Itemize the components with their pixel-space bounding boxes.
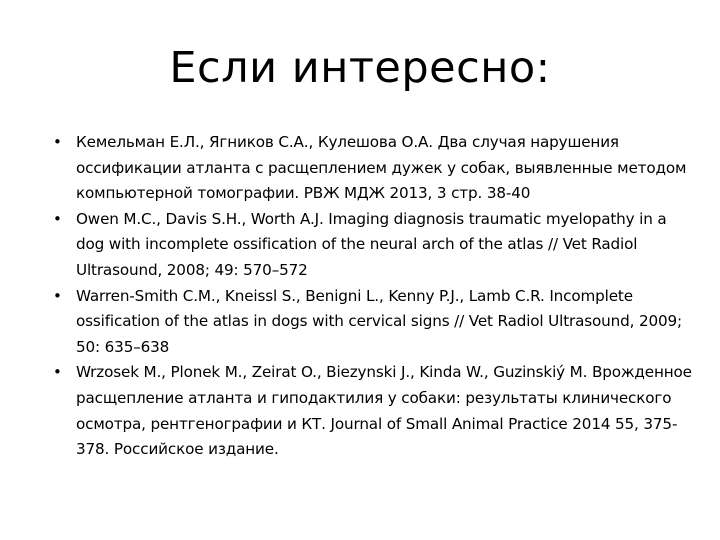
- reference-item: [50, 207, 698, 284]
- reference-text: Owen M.C., Davis S.H., Worth A.J. Imaging diagnosis traumatic myelopathy in a dog with incomplete ossification of the neural arch of the atlas // Vet Radiol Ultrasound, 2008; 49: 570–572: [76, 209, 667, 279]
- bullet-icon: •: [53, 133, 62, 151]
- reference-text: Кемельман Е.Л., Ягников С.А., Кулешова О.А. Два случая нарушения оссификации атланта с расщеплением дужек у собак, выявленные методом компьютерной томографии. РВЖ МДЖ 2013, 3 стр. 38-40: [76, 133, 687, 203]
- reference-text: Wrzosek M., Plonek M., Zeirat O., Biezynski J., Kinda W., Guzinskiý M. Врожденное расщепление атланта и гиподактилия у собаки: результаты клинического осмотра, рентгенографии и КТ. Journal of Small Animal Practice 2014 55, 375-378. Российское издание.: [76, 363, 692, 459]
- reference-text: Warren-Smith C.M., Kneissl S., Benigni L., Kenny P.J., Lamb C.R. Incomplete ossification of the atlas in dogs with cervical signs // Vet Radiol Ultrasound, 2009; 50: 635–638: [76, 286, 682, 356]
- reference-list: [50, 130, 698, 463]
- bullet-icon: •: [53, 286, 62, 305]
- bullet-icon: •: [53, 363, 62, 382]
- reference-item: [50, 284, 698, 361]
- slide-title: Если интересно:: [169, 43, 551, 93]
- reference-item: [50, 130, 698, 207]
- bullet-icon: •: [53, 209, 62, 228]
- reference-item: [50, 360, 698, 462]
